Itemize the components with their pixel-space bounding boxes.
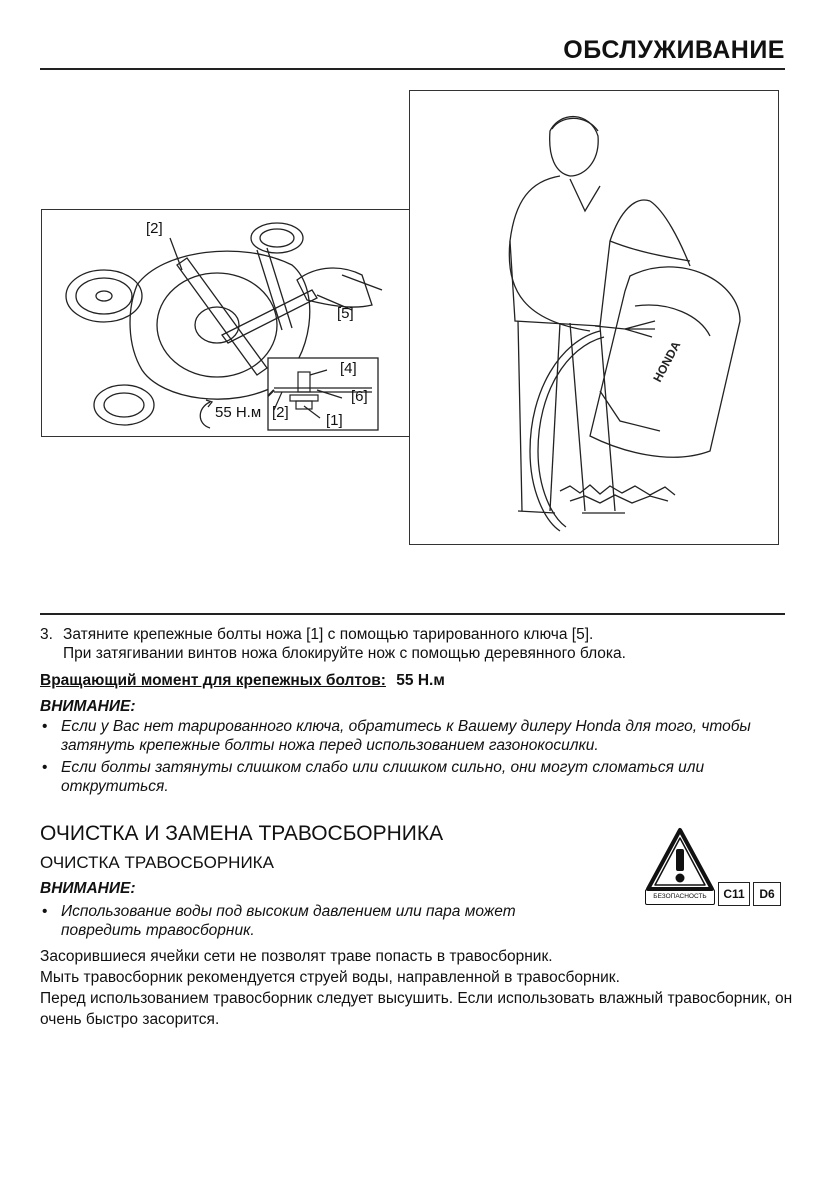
caution-heading-1: ВНИМАНИЕ:: [40, 698, 136, 715]
bag-washing-figure: [409, 90, 779, 545]
torque-label: 55 Н.м: [215, 404, 262, 421]
callout-5-label: [5]: [337, 305, 354, 322]
callout-2b-label: [2]: [272, 404, 289, 421]
code-badge-c11: C11: [718, 882, 750, 906]
page-title: ОБСЛУЖИВАНИЕ: [563, 36, 785, 64]
callout-6-label: [6]: [351, 388, 368, 405]
code-badge-d6: D6: [753, 882, 781, 906]
safety-label: БЕЗОПАСНОСТЬ: [645, 889, 715, 905]
safety-badge: [645, 827, 715, 907]
paragraph: Засорившиеся ячейки сети не позволят траве попасть в травосборник.: [40, 948, 553, 965]
caution-heading-2: ВНИМАНИЕ:: [40, 880, 136, 897]
caution-item: • Если у Вас нет тарированного ключа, обратитесь к Вашему дилеру Honda для того, чтобы затянуть крепежные болты ножа перед использованием газонокосилки.: [40, 717, 810, 755]
caution-item: • Использование воды под высоким давлением или пара может повредить травосборник.: [40, 902, 600, 940]
step-line-2: При затягивании винтов ножа блокируйте нож с помощью деревянного блока.: [63, 645, 626, 662]
washing-illustration: [410, 91, 778, 544]
callout-1-label: [1]: [326, 412, 343, 429]
section-subtitle: ОЧИСТКА ТРАВОСБОРНИКА: [40, 853, 274, 872]
caution-list-1: [40, 717, 810, 799]
torque-spec-label: Вращающий момент для крепежных болтов:: [40, 672, 386, 689]
caution-item: • Если болты затянуты слишком слабо или слишком сильно, они могут сломаться или открутиться.: [40, 758, 810, 796]
cleaning-instructions: [40, 946, 800, 1030]
paragraph: Перед использованием травосборник следует высушить. Если использовать влажный травосборник, он очень быстро засорится.: [40, 990, 793, 1028]
mower-blade-figure: [41, 209, 410, 437]
torque-spec-value: 55 Н.м: [396, 672, 445, 689]
header-rule: [40, 68, 785, 70]
bag-brand: HONDA: [650, 338, 684, 385]
callout-2-label: [2]: [146, 220, 163, 237]
torque-spec: [40, 672, 445, 690]
caution-list-2: [40, 902, 600, 943]
paragraph: Мыть травосборник рекомендуется струей воды, направленной в травосборник.: [40, 969, 620, 986]
section-rule: [40, 613, 785, 615]
step-line-1: Затяните крепежные болты ножа [1] с помощью тарированного ключа [5].: [63, 626, 594, 643]
section-title: ОЧИСТКА И ЗАМЕНА ТРАВОСБОРНИКА: [40, 822, 444, 845]
step-number: 3.: [40, 626, 53, 643]
warning-triangle-icon: [645, 827, 715, 893]
callout-4-label: [4]: [340, 360, 357, 377]
step-3: [40, 625, 800, 663]
